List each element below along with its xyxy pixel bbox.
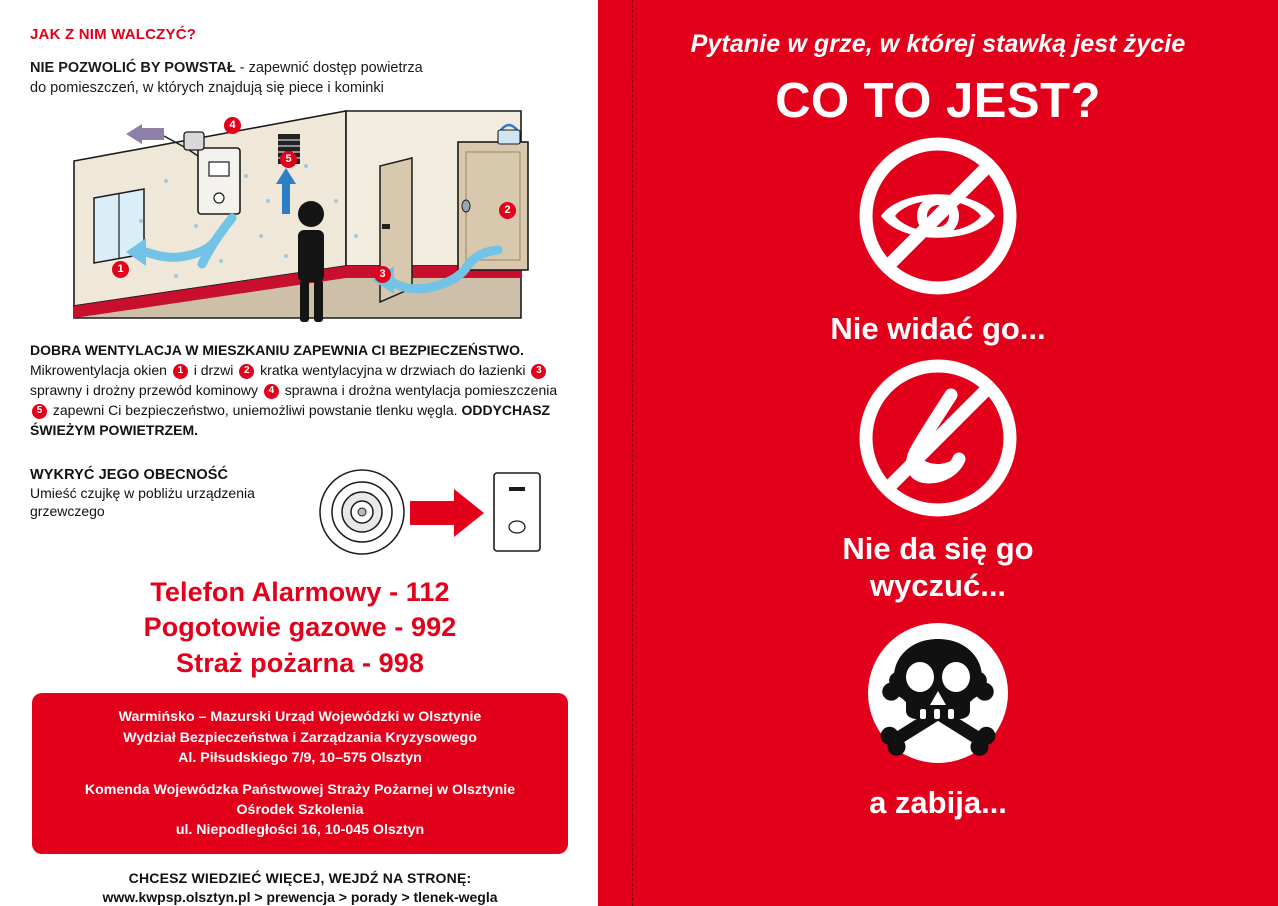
right-caption-no-eye: Nie widać go... — [830, 311, 1046, 346]
vent-end-bold: ODDYCHASZ ŚWIEŻYM POWIETRZEM. — [30, 401, 551, 438]
section-heading-how-to-fight: JAK Z NIM WALCZYĆ? — [30, 26, 197, 43]
footer-block — [30, 870, 570, 905]
marker-5: 5 — [280, 151, 297, 168]
skull-and-crossbones-icon — [864, 619, 1012, 767]
marker-3: 3 — [374, 266, 391, 283]
right-title: CO TO JEST? — [775, 74, 1101, 128]
intro-line2-text: do pomieszczeń, w których znajdują się piece i kominki — [30, 79, 384, 96]
marker-2: 2 — [499, 202, 516, 219]
address-2-line-2: Ośrodek Szkolenia — [236, 802, 364, 818]
footer-cta-text: CHCESZ WIEDZIEĆ WIĘCEJ, WEJDŹ NA STRONĘ: — [128, 870, 472, 887]
address-2-line-1: Komenda Wojewódzka Państwowej Straży Pożarnej w Olsztynie — [84, 781, 516, 798]
no-eye-icon — [859, 137, 1017, 295]
detector-title: WYKRYĆ JEGO OBECNOŚĆ — [30, 466, 229, 483]
no-smell-nose-icon — [859, 359, 1017, 517]
detector-placement-illustration — [314, 467, 544, 557]
ventilation-title: DOBRA WENTYLACJA W MIESZKANIU ZAPEWNIA CI BEZPIECZEŃSTWO. — [30, 342, 524, 359]
right-caption-no-smell-line2: wyczuć... — [869, 568, 1007, 604]
address-2-line-3: ul. Niepodległości 16, 10-045 Olsztyn — [175, 822, 425, 839]
marker-4: 4 — [224, 117, 241, 134]
detector-text-block — [30, 467, 310, 522]
right-item-kills — [598, 619, 1278, 821]
ventilation-paragraph — [30, 341, 570, 440]
inline-marker-5: 5 — [32, 404, 47, 419]
phone-line-gas: Pogotowie gazowe - 992 — [143, 612, 457, 643]
emergency-phone-list — [30, 575, 570, 682]
inline-marker-2: 2 — [239, 364, 254, 379]
address-1-line-1: Warmińsko – Mazurski Urząd Wojewódzki w Olsztynie — [118, 709, 482, 726]
right-item-no-smell — [598, 359, 1278, 604]
right-caption-no-smell-line1: Nie da się go — [842, 531, 1034, 567]
address-box-spacer — [50, 768, 550, 780]
vent-seg1: Mikrowentylacja okien — [30, 362, 171, 378]
detector-illustration-svg — [314, 467, 544, 557]
detector-section — [30, 467, 570, 557]
footer-website-link[interactable]: www.kwpsp.olsztyn.pl > prewencja > porady > tlenek-wegla — [102, 889, 498, 906]
marker-1: 1 — [112, 261, 129, 278]
intro-paragraph — [30, 59, 570, 98]
address-box — [32, 693, 568, 854]
detector-text: Umieść czujkę w pobliżu urządzenia grzewczego — [30, 484, 255, 520]
vent-seg2: i drzwi — [189, 362, 238, 378]
inline-marker-4: 4 — [264, 384, 279, 399]
vent-seg6: zapewni Ci bezpieczeństwo, uniemożliwi powstanie tlenku węgla. — [49, 401, 462, 418]
right-caption-kills: a zabija... — [869, 784, 1007, 820]
room-cross-section-illustration — [46, 106, 566, 331]
right-panel — [598, 0, 1278, 906]
inline-marker-3: 3 — [531, 364, 546, 379]
address-1-line-3: Al. Piłsudskiego 7/9, 10–575 Olsztyn — [178, 749, 422, 766]
intro-rest-text: - zapewnić dostęp powietrza — [235, 60, 423, 76]
inline-marker-1: 1 — [173, 364, 188, 379]
phone-line-fire: Straż pożarna - 998 — [176, 647, 424, 678]
phone-line-emergency: Telefon Alarmowy - 112 — [150, 576, 450, 607]
left-panel — [0, 0, 598, 906]
vent-seg5: sprawna i drożna wentylacja pomieszczenia — [280, 381, 558, 398]
right-subtitle: Pytanie w grze, w której stawką jest życie — [690, 30, 1186, 58]
address-1-line-2: Wydział Bezpieczeństwa i Zarządzania Kryzysowego — [123, 729, 477, 746]
fold-dashed-line — [632, 0, 633, 906]
right-item-no-eye — [598, 137, 1278, 347]
vent-seg3: kratka wentylacyjna w drzwiach do łazienki — [256, 362, 530, 378]
vent-seg4: sprawny i drożny przewód kominowy — [30, 381, 262, 398]
intro-bold-text: NIE POZWOLIĆ BY POWSTAŁ — [30, 60, 236, 76]
room-illustration-svg — [46, 106, 566, 331]
